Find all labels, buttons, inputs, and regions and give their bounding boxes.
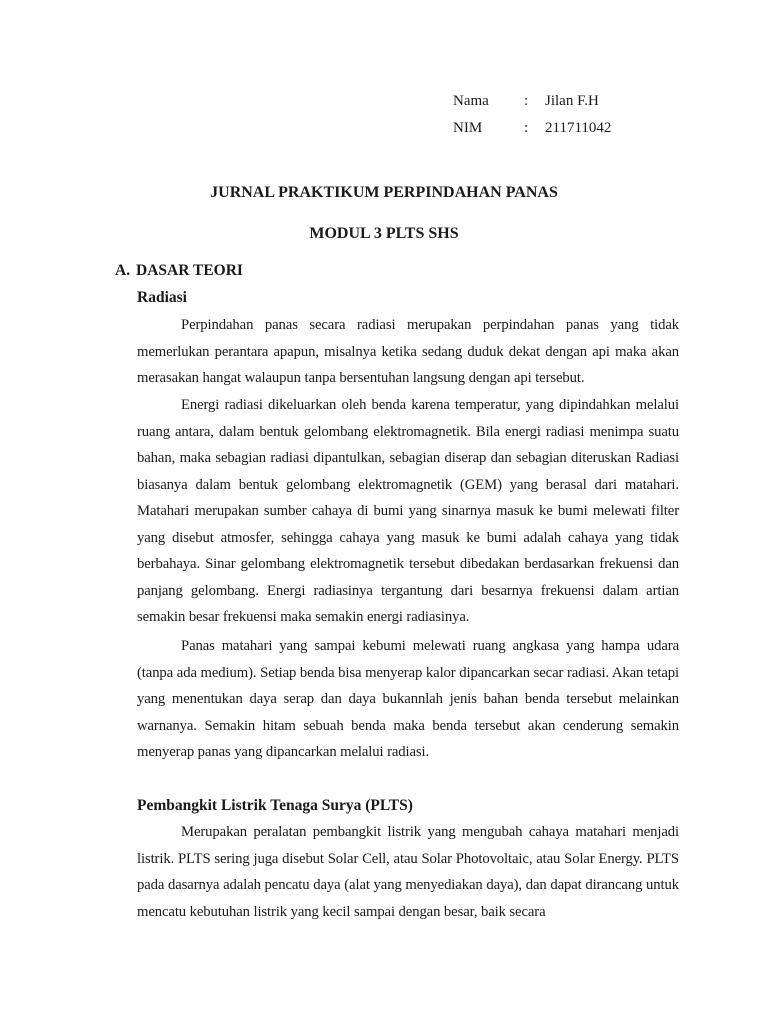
radiasi-paragraph: Panas matahari yang sampai kebumi melewati ruang angkasa yang hampa udara (tanpa ada medium). Setiap benda bisa menyerap kalor dipancarkan secar radiasi. Akan tetapi yang menentukan daya serap dan daya bukannlah jenis bahan benda tersebut melainkan warnanya. Semakin hitam sebuah benda maka benda tersebut akan cenderung semakin menyerap panas yang dipancarkan melalui radiasi. [137, 638, 679, 760]
section-name: DASAR TEORI [136, 262, 243, 279]
plts-heading: Pembangkit Listrik Tenaga Surya (PLTS) [137, 797, 413, 814]
document-subtitle: MODUL 3 PLTS SHS [309, 225, 459, 242]
document-title: JURNAL PRAKTIKUM PERPINDAHAN PANAS [210, 184, 558, 201]
radiasi-heading: Radiasi [137, 289, 187, 306]
section-letter: A. [115, 262, 131, 279]
name-value: Jilan F.H [545, 93, 599, 109]
nim-label: NIM [453, 120, 483, 136]
nim-value: 211711042 [545, 120, 612, 136]
radiasi-paragraph: Energi radiasi dikeluarkan oleh benda karena temperatur, yang dipindahkan melalui ruang antara, dalam bentuk gelombang elektromagnetik. Bila energi radiasi menimpa suatu bahan, maka sebagian radiasi dipantulkan, sebagian diserap dan sebagian diteruskan Radiasi biasanya dalam bentuk gelombang elektromagnetik (GEM) yang berasal dari matahari. Matahari merupakan sumber cahaya di bumi yang sinarnya masuk ke bumi melewati filter yang disebut atmosfer, sehingga cahaya yang masuk ke bumi adalah cahaya yang tidak berbahaya. Sinar gelombang elektromagnetik tersebut dibedakan berdasarkan frekuensi dan panjang gelombang. Energi radiasinya tergantung dari besarnya frekuensi dalam artian semakin besar frekuensi maka semakin energi radiasinya. [137, 397, 679, 625]
name-label: Nama [453, 93, 489, 109]
plts-paragraph: Merupakan peralatan pembangkit listrik yang mengubah cahaya matahari menjadi listrik. PLTS sering juga disebut Solar Cell, atau Solar Photovoltaic, atau Solar Energy. PLTS pada dasarnya adalah pencatu daya (alat yang menyediakan daya), dan dapat dirancang untuk mencatu kebutuhan listrik yang kecil sampai dengan besar, baik secara [137, 824, 679, 920]
name-separator: : [524, 93, 529, 109]
radiasi-paragraph: Perpindahan panas secara radiasi merupakan perpindahan panas yang tidak memerlukan perantara apapun, misalnya ketika sedang duduk dekat dengan api maka akan merasakan hangat walaupun tanpa bersentuhan langsung dengan api tersebut. [137, 317, 679, 386]
nim-separator: : [524, 120, 529, 136]
